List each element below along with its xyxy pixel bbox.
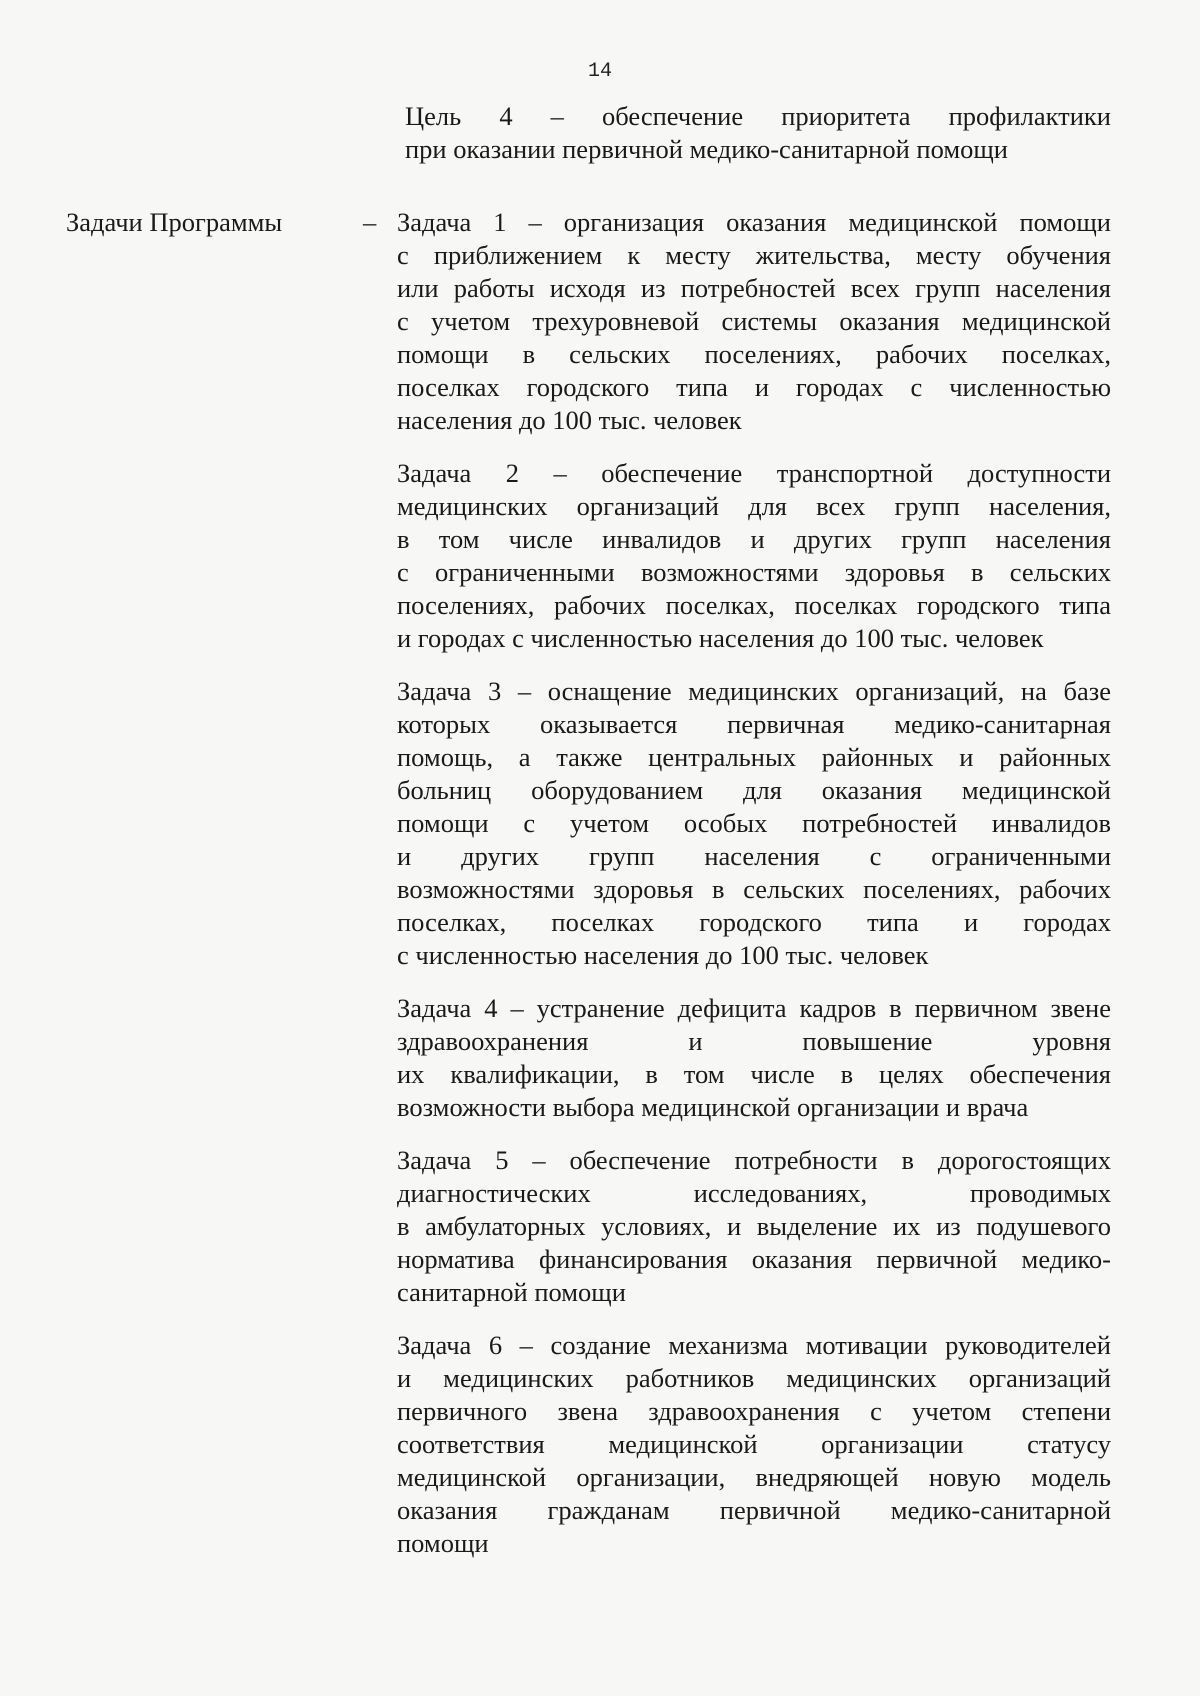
task-line: их квалификации, в том числе в целях обеспечения — [397, 1059, 1111, 1089]
task-line: или работы исходя из потребностей всех групп населения — [397, 273, 1111, 303]
task-line: диагностических исследованиях, проводимых — [397, 1178, 1111, 1208]
task-line: в том числе инвалидов и других групп населения — [397, 524, 1111, 554]
page-number: 14 — [587, 60, 612, 83]
task-6 — [397, 1329, 1111, 1560]
task-3 — [397, 675, 1111, 972]
tasks-section-label: Задачи Программы — [66, 207, 283, 237]
task-line: поселках городского типа и городах с численностью — [397, 372, 1111, 402]
task-line: первичного звена здравоохранения с учетом степени — [397, 1396, 1111, 1426]
task-line: Задача 1 – организация оказания медицинской помощи — [397, 207, 1111, 237]
task-4 — [397, 992, 1111, 1124]
tasks-list — [397, 206, 1111, 1580]
task-line: населения до 100 тыс. человек — [397, 405, 742, 435]
task-line: и других групп населения с ограниченными — [397, 841, 1111, 871]
task-2 — [397, 457, 1111, 655]
task-line: соответствия медицинской организации статусу — [397, 1429, 1111, 1459]
task-line: оказания гражданам первичной медико-санитарной — [397, 1495, 1111, 1525]
task-line: Задача 3 – оснащение медицинских организаций, на базе — [397, 676, 1111, 706]
goal-4-line: при оказании первичной медико-санитарной помощи — [405, 134, 1008, 164]
task-line: помощь, а также центральных районных и районных — [397, 742, 1111, 772]
task-line: с приближением к месту жительства, месту обучения — [397, 240, 1111, 270]
task-5 — [397, 1144, 1111, 1309]
task-line: с численностью населения до 100 тыс. человек — [397, 940, 929, 970]
task-line: с ограниченными возможностями здоровья в сельских — [397, 557, 1111, 587]
task-line: помощи с учетом особых потребностей инвалидов — [397, 808, 1111, 838]
task-line: санитарной помощи — [397, 1277, 626, 1307]
task-line: Задача 2 – обеспечение транспортной доступности — [397, 458, 1111, 488]
task-line: в амбулаторных условиях, и выделение их из подушевого — [397, 1211, 1111, 1241]
task-line: возможности выбора медицинской организации и врача — [397, 1092, 1029, 1122]
task-line: с учетом трехуровневой системы оказания медицинской — [397, 306, 1111, 336]
goal-4-line: Цель 4 – обеспечение приоритета профилактики — [405, 101, 1111, 131]
task-line: и медицинских работников медицинских организаций — [397, 1363, 1111, 1393]
task-1 — [397, 206, 1111, 437]
task-line: поселениях, рабочих поселках, поселках городского типа — [397, 590, 1111, 620]
task-line: поселках, поселках городского типа и городах — [397, 907, 1111, 937]
task-line: медицинской организации, внедряющей новую модель — [397, 1462, 1111, 1492]
tasks-section-dash: – — [363, 207, 377, 237]
task-line: помощи в сельских поселениях, рабочих поселках, — [397, 339, 1111, 369]
task-line: Задача 5 – обеспечение потребности в дорогостоящих — [397, 1145, 1111, 1175]
task-line: которых оказывается первичная медико-санитарная — [397, 709, 1111, 739]
task-line: медицинских организаций для всех групп населения, — [397, 491, 1111, 521]
task-line: и городах с численностью населения до 100 тыс. человек — [397, 623, 1044, 653]
task-line: возможностями здоровья в сельских поселениях, рабочих — [397, 874, 1111, 904]
task-line: Задача 4 – устранение дефицита кадров в первичном звене — [397, 993, 1111, 1023]
goal-4-text — [405, 100, 1111, 166]
task-line: больниц оборудованием для оказания медицинской — [397, 775, 1111, 805]
task-line: Задача 6 – создание механизма мотивации руководителей — [397, 1330, 1111, 1360]
task-line: здравоохранения и повышение уровня — [397, 1026, 1111, 1056]
task-line: норматива финансирования оказания первичной медико- — [397, 1244, 1111, 1274]
task-line: помощи — [397, 1528, 489, 1558]
